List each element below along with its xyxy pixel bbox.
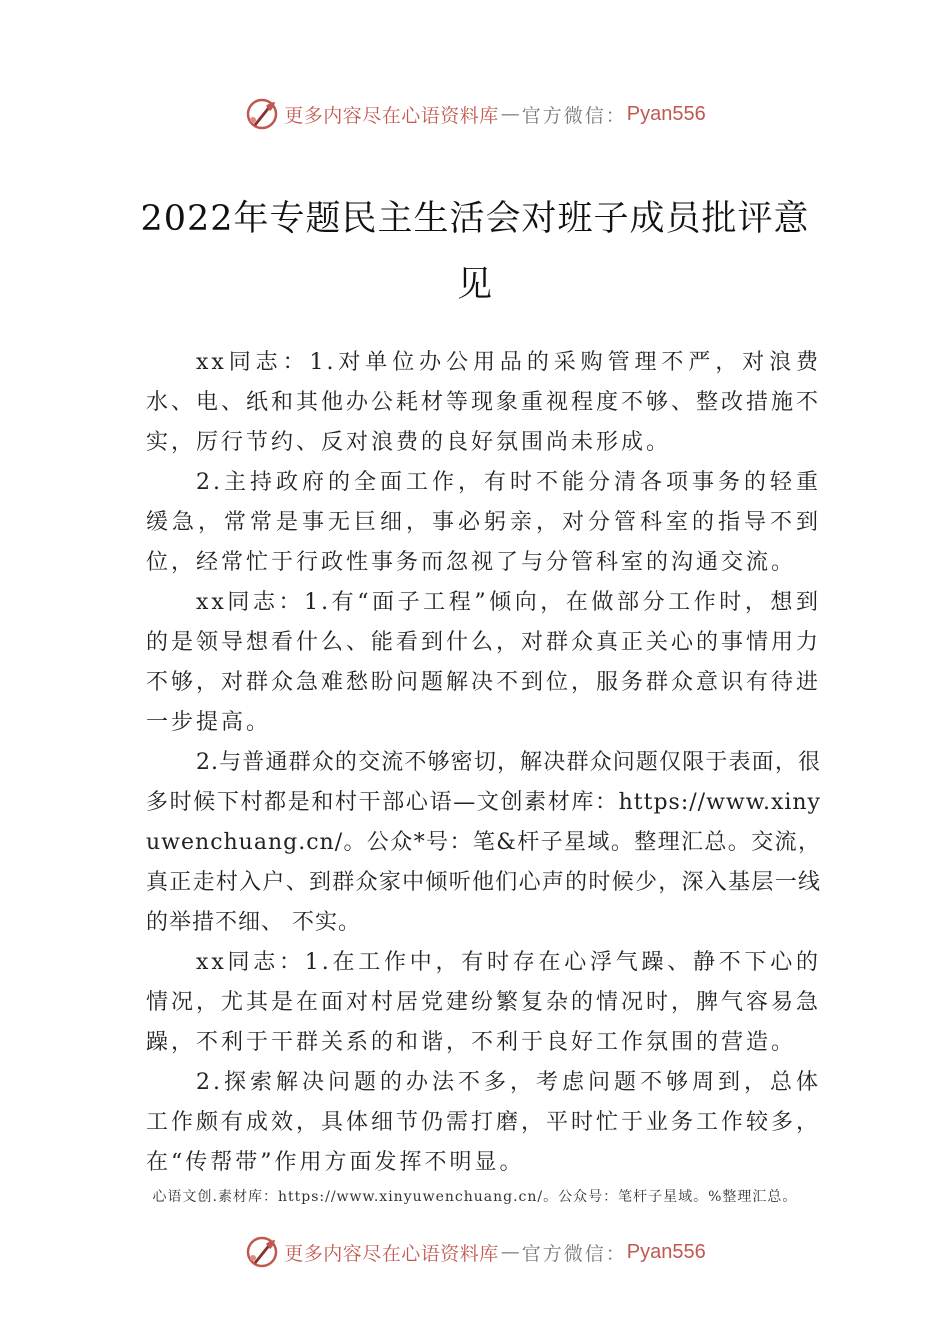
banner-separator: — (500, 103, 520, 125)
paragraph-2: 2.主持政府的全面工作，有时不能分清各项事务的轻重缓急，常常是事无巨细，事必躬亲，对分管科室的指导不到位，经常忙于行政性事务而忽视了与分管科室的沟通交流。 (146, 470, 821, 575)
quill-logo-icon (244, 96, 280, 132)
paragraph-3: xx同志：1.有“面子工程”倾向，在做部分工作时，想到的是领导想看什么、能看到什么，对群众真正关心的事情用力不够，对群众急难愁盼问题解决不到位，服务群众意识有待进一步提高。 (146, 590, 822, 735)
document-title: 2022年专题民主生活会对班子成员批评意见 (140, 199, 810, 305)
banner-wechat-id: Pyan556 (626, 102, 706, 125)
banner-wechat-label: 官方微信： (521, 104, 627, 127)
quill-logo-icon (244, 1234, 280, 1270)
paragraph-5: xx同志：1.在工作中，有时存在心浮气躁、静不下心的情况，尤其是在面对村居党建纷繁复杂的情况时，脾气容易急躁，不利于干群关系的和谐，不利于良好工作氛围的营造。 (146, 950, 822, 1055)
banner-wechat-id: Pyan556 (626, 1240, 706, 1263)
footer-note: 心语文创.素材库：https://www.xinyuwenchuang.cn/。公众号：笔杆子星域。%整理汇总。 (152, 1189, 798, 1205)
header-banner (0, 94, 950, 134)
footer-banner (0, 1232, 950, 1272)
banner-text: 更多内容尽在心语资料库 (284, 1242, 499, 1265)
banner-text: 更多内容尽在心语资料库 (284, 104, 499, 127)
paragraph-4: 2.与普通群众的交流不够密切，解决群众问题仅限于表面，很多时候下村都是和村干部心语—文创素材库：https://www.xinyuwenchuang.cn/。公众*号：笔&杆子星域。整理汇总。交流，真正走村入户、到群众家中倾听他们心声的时候少，深入基层一线的举措不细、 不实。 (146, 750, 821, 935)
banner-separator: — (500, 1241, 520, 1263)
paragraph-1: xx同志：1.对单位办公用品的采购管理不严，对浪费水、电、纸和其他办公耗材等现象重视程度不够、整改措施不实，厉行节约、反对浪费的良好氛围尚未形成。 (146, 350, 822, 455)
paragraph-6: 2.探索解决问题的办法不多，考虑问题不够周到，总体工作颇有成效，具体细节仍需打磨，平时忙于业务工作较多，在“传帮带”作用方面发挥不明显。 (146, 1070, 822, 1175)
document-body (146, 343, 821, 1183)
banner-wechat-label: 官方微信： (521, 1242, 627, 1265)
